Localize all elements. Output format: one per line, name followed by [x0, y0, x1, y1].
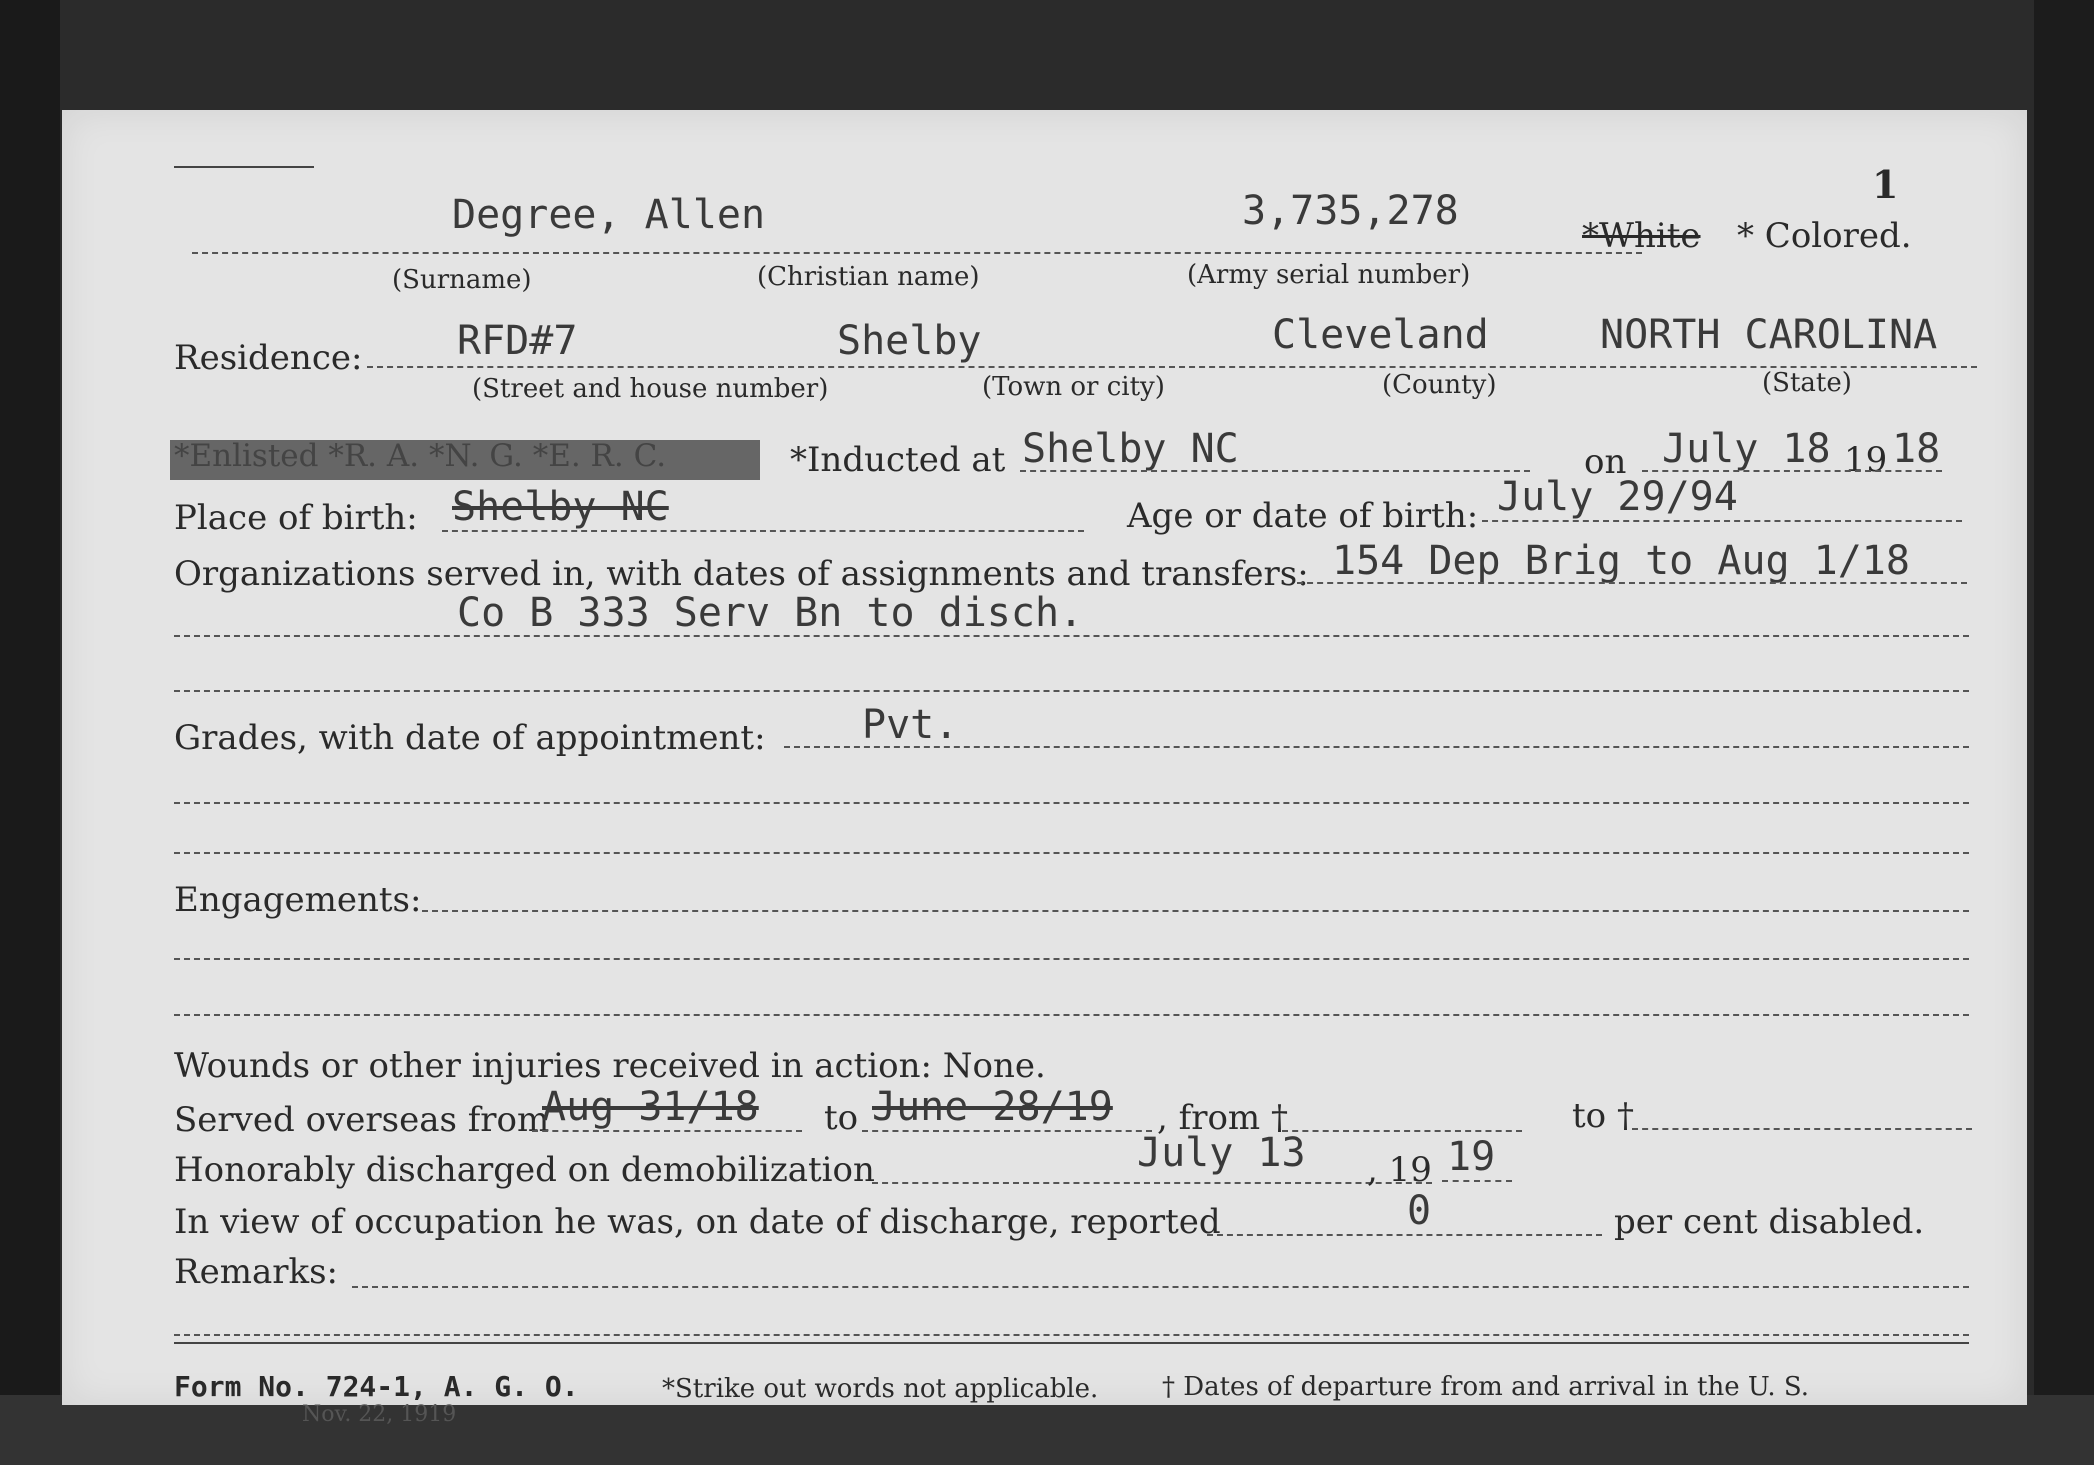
grades-line2	[174, 802, 1969, 804]
birth-place: Shelby NC	[452, 484, 669, 530]
wounds-text: Wounds or other injuries received in action: None.	[174, 1046, 1046, 1086]
grades-line1	[784, 746, 1969, 748]
overseas-label: Served overseas from	[174, 1100, 550, 1140]
footnote-dates: † Dates of departure from and arrival in the U. S.	[1162, 1372, 1810, 1402]
overseas-to-line	[862, 1130, 1152, 1132]
card-number: 1	[1872, 162, 1899, 207]
discharge-line	[872, 1182, 1432, 1184]
from-dagger-line	[1282, 1130, 1522, 1132]
disability-label: In view of occupation he was, on date of discharge, reported	[174, 1202, 1221, 1242]
birth-place-line	[442, 530, 1084, 532]
label-state: (State)	[1762, 368, 1852, 398]
disability-value: 0	[1407, 1188, 1432, 1234]
org-line3-rule	[174, 690, 1969, 692]
name-line	[192, 252, 1642, 254]
on-label: on	[1584, 442, 1627, 482]
discharge-year: 19	[1447, 1134, 1496, 1180]
inducted-line	[1020, 470, 1530, 472]
inducted-year: 18	[1892, 426, 1941, 472]
label-serial: (Army serial number)	[1187, 260, 1471, 290]
remarks-label: Remarks:	[174, 1252, 338, 1292]
from-dagger-label: , from †	[1157, 1098, 1288, 1138]
engagements-line3	[174, 1014, 1969, 1016]
town: Shelby	[837, 318, 982, 364]
inducted-date-line	[1642, 470, 1942, 472]
overseas-from: Aug 31/18	[542, 1084, 759, 1130]
discharge-year-prefix: , 19	[1367, 1150, 1432, 1190]
service-record-card	[62, 110, 2027, 1405]
overseas-to: June 28/19	[872, 1084, 1113, 1130]
state: NORTH CAROLINA	[1600, 312, 1938, 358]
engagements-label: Engagements:	[174, 880, 422, 920]
birth-date-line	[1482, 520, 1962, 522]
label-surname: (Surname)	[392, 265, 532, 295]
label-town: (Town or city)	[982, 372, 1165, 402]
inducted-year-prefix: 19	[1844, 440, 1888, 480]
serial-number: 3,735,278	[1242, 188, 1459, 234]
race-white: *White	[1582, 216, 1701, 256]
org-label: Organizations served in, with dates of assignments and transfers:	[174, 554, 1309, 594]
to-label: to	[824, 1098, 859, 1138]
form-number: Form No. 724-1, A. G. O.	[174, 1370, 579, 1403]
grades-line3	[174, 852, 1969, 854]
grade: Pvt.	[862, 702, 959, 748]
left-border	[0, 0, 60, 1465]
inducted-label: *Inducted at	[790, 440, 1006, 480]
remarks-line2	[174, 1334, 1969, 1336]
disability-suffix: per cent disabled.	[1614, 1202, 1925, 1242]
engagements-line1	[422, 910, 1969, 912]
surname-name: Degree, Allen	[452, 192, 766, 238]
residence-line	[367, 366, 1977, 368]
footnote-strike: *Strike out words not applicable.	[662, 1374, 1099, 1404]
enlisted-options: *Enlisted *R. A. *N. G. *E. R. C.	[174, 438, 667, 474]
org-line1-rule	[1297, 582, 1967, 584]
to-dagger-line	[1632, 1128, 1972, 1130]
label-street: (Street and house number)	[472, 374, 829, 404]
right-border	[2034, 0, 2094, 1465]
org-line2-rule	[174, 635, 1969, 637]
discharge-label: Honorably discharged on demobilization	[174, 1150, 875, 1190]
bottom-rule	[174, 1342, 1969, 1344]
disability-line	[1207, 1234, 1602, 1236]
age-label: Age or date of birth:	[1127, 496, 1479, 536]
residence-label: Residence:	[174, 338, 363, 378]
overseas-from-line	[532, 1130, 802, 1132]
grades-label: Grades, with date of appointment:	[174, 718, 766, 758]
birth-date: July 29/94	[1497, 474, 1738, 520]
inducted-place: Shelby NC	[1022, 426, 1239, 472]
race-colored: * Colored.	[1737, 216, 1912, 256]
top-mark	[174, 166, 314, 168]
label-county: (County)	[1382, 370, 1497, 400]
remarks-line1	[352, 1286, 1969, 1288]
engagements-line2	[174, 958, 1969, 960]
to-dagger-label: to †	[1572, 1096, 1634, 1136]
inducted-date: July 18	[1662, 426, 1831, 472]
birth-place-label: Place of birth:	[174, 498, 418, 538]
county: Cleveland	[1272, 312, 1489, 358]
discharge-date: July 13	[1137, 1130, 1306, 1176]
org-line2: Co B 333 Serv Bn to disch.	[457, 590, 1084, 636]
form-date	[302, 1402, 456, 1414]
street: RFD#7	[457, 318, 578, 364]
discharge-year-line	[1442, 1180, 1512, 1182]
org-line1: 154 Dep Brig to Aug 1/18	[1332, 538, 1910, 584]
label-christian: (Christian name)	[757, 262, 980, 292]
